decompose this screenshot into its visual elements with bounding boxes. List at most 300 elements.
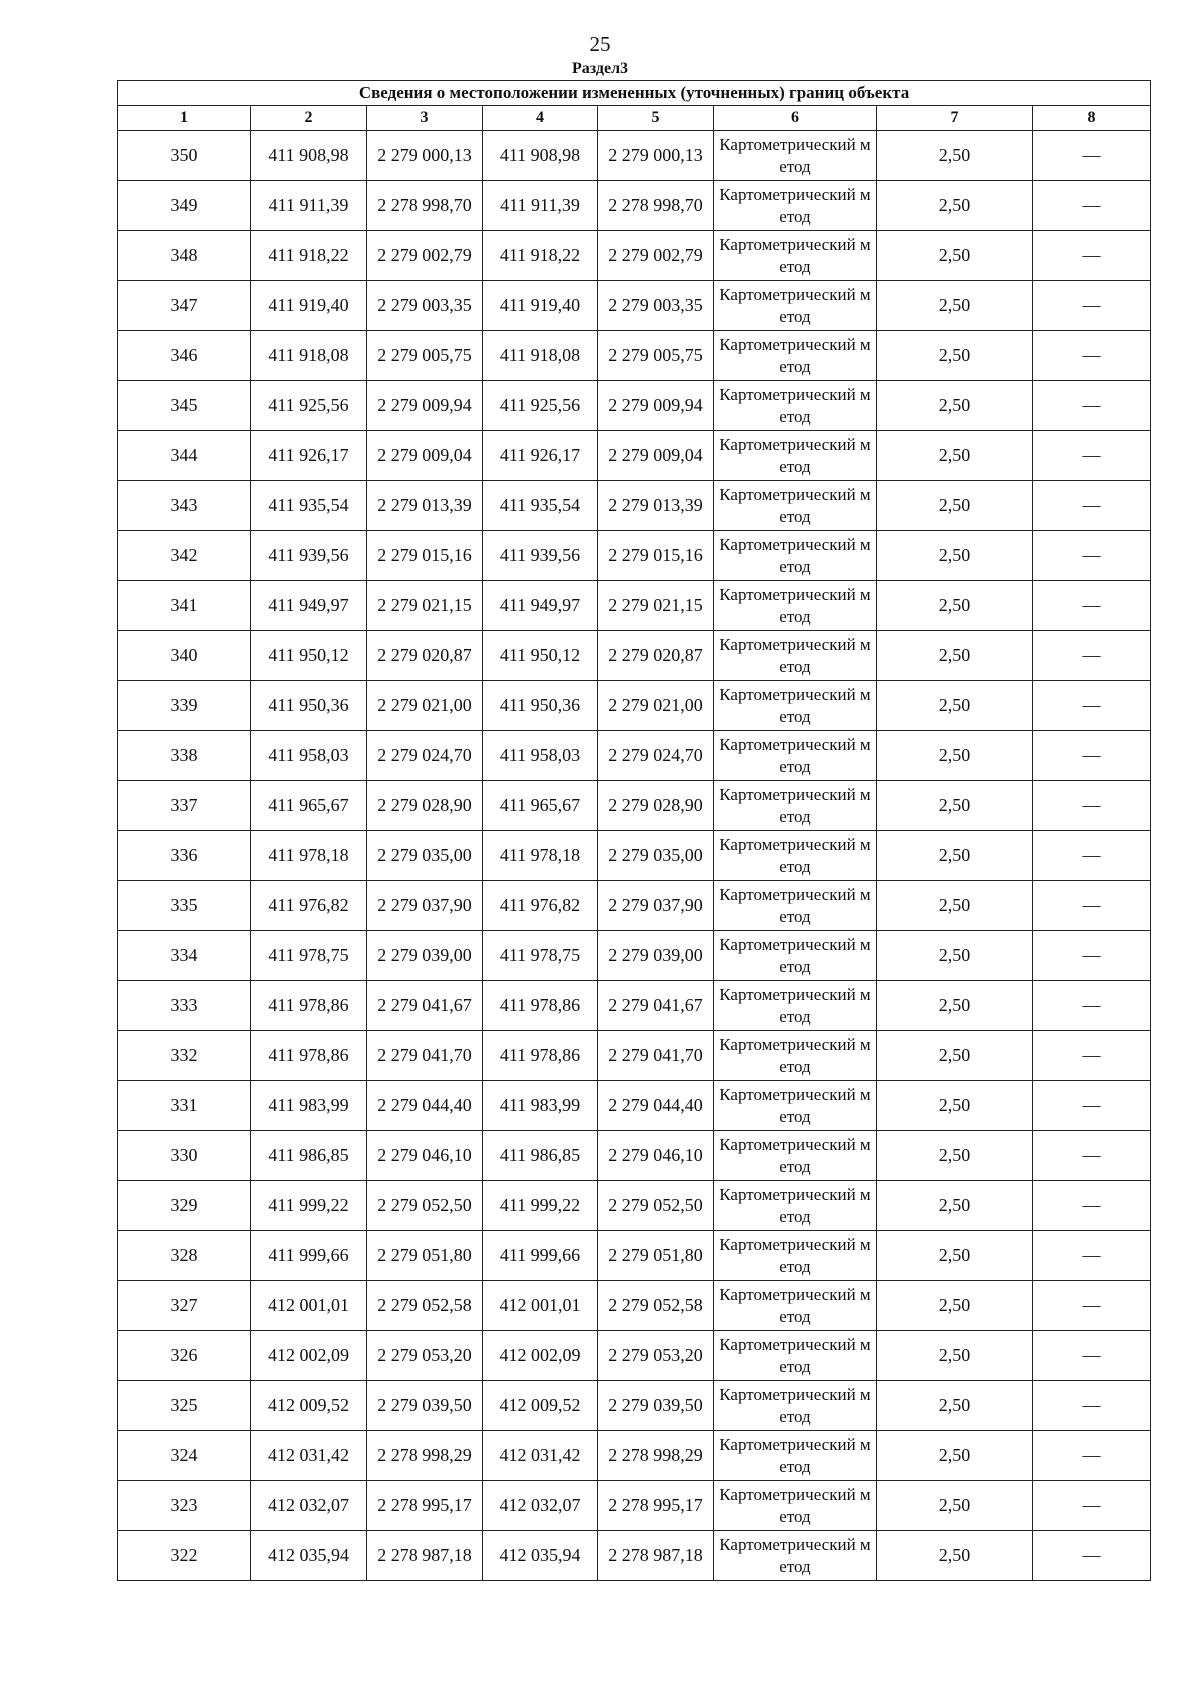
method-cell: Картометрический метод	[714, 931, 877, 981]
method-cell: Картометрический метод	[714, 981, 877, 1031]
description-cell	[1033, 131, 1151, 181]
x-old-cell: 411 918,22	[251, 231, 367, 281]
dash-mark: —	[1082, 895, 1101, 915]
point-number-cell: 326	[118, 1331, 251, 1381]
table-row	[118, 1081, 1151, 1131]
y-new-cell: 2 279 020,87	[598, 631, 714, 681]
point-number-cell: 327	[118, 1281, 251, 1331]
description-cell	[1033, 631, 1151, 681]
x-old-cell: 411 983,99	[251, 1081, 367, 1131]
description-cell	[1033, 1081, 1151, 1131]
x-old-cell: 411 911,39	[251, 181, 367, 231]
accuracy-cell: 2,50	[877, 1031, 1033, 1081]
method-cell: Картометрический метод	[714, 481, 877, 531]
method-cell: Картометрический метод	[714, 781, 877, 831]
accuracy-cell: 2,50	[877, 331, 1033, 381]
point-number-cell: 343	[118, 481, 251, 531]
accuracy-cell: 2,50	[877, 381, 1033, 431]
point-number-cell: 333	[118, 981, 251, 1031]
table-row	[118, 1231, 1151, 1281]
method-cell: Картометрический метод	[714, 431, 877, 481]
y-new-cell: 2 279 013,39	[598, 481, 714, 531]
method-cell: Картометрический метод	[714, 231, 877, 281]
dash-mark: —	[1082, 1145, 1101, 1165]
dash-mark: —	[1082, 245, 1101, 265]
x-old-cell: 411 908,98	[251, 131, 367, 181]
y-new-cell: 2 279 044,40	[598, 1081, 714, 1131]
x-old-cell: 411 999,22	[251, 1181, 367, 1231]
y-new-cell: 2 279 015,16	[598, 531, 714, 581]
x-new-cell: 411 958,03	[483, 731, 598, 781]
dash-mark: —	[1082, 145, 1101, 165]
dash-mark: —	[1082, 395, 1101, 415]
x-new-cell: 411 965,67	[483, 781, 598, 831]
x-old-cell: 412 035,94	[251, 1531, 367, 1581]
y-old-cell: 2 279 041,70	[367, 1031, 483, 1081]
x-old-cell: 411 935,54	[251, 481, 367, 531]
method-cell: Картометрический метод	[714, 331, 877, 381]
x-old-cell: 411 918,08	[251, 331, 367, 381]
page-number: 25	[589, 32, 611, 56]
x-old-cell: 411 958,03	[251, 731, 367, 781]
column-header: 1	[118, 106, 251, 131]
y-new-cell: 2 279 005,75	[598, 331, 714, 381]
x-old-cell: 412 009,52	[251, 1381, 367, 1431]
x-new-cell: 412 002,09	[483, 1331, 598, 1381]
x-old-cell: 411 950,12	[251, 631, 367, 681]
y-old-cell: 2 279 015,16	[367, 531, 483, 581]
x-new-cell: 411 918,08	[483, 331, 598, 381]
point-number-cell: 322	[118, 1531, 251, 1581]
accuracy-cell: 2,50	[877, 581, 1033, 631]
x-old-cell: 411 978,18	[251, 831, 367, 881]
y-old-cell: 2 279 051,80	[367, 1231, 483, 1281]
dash-mark: —	[1082, 1245, 1101, 1265]
x-old-cell: 411 939,56	[251, 531, 367, 581]
point-number-cell: 345	[118, 381, 251, 431]
x-old-cell: 411 976,82	[251, 881, 367, 931]
method-cell: Картометрический метод	[714, 1481, 877, 1531]
x-old-cell: 412 032,07	[251, 1481, 367, 1531]
method-cell: Картометрический метод	[714, 1181, 877, 1231]
point-number-cell: 325	[118, 1381, 251, 1431]
column-header: 8	[1033, 106, 1151, 131]
table-row	[118, 681, 1151, 731]
table-title: Сведения о местоположении измененных (уточненных) границ объекта	[118, 81, 1151, 106]
x-new-cell: 411 925,56	[483, 381, 598, 431]
x-old-cell: 411 926,17	[251, 431, 367, 481]
accuracy-cell: 2,50	[877, 481, 1033, 531]
dash-mark: —	[1082, 745, 1101, 765]
dash-mark: —	[1082, 295, 1101, 315]
column-header: 2	[251, 106, 367, 131]
x-old-cell: 412 031,42	[251, 1431, 367, 1481]
method-cell: Картометрический метод	[714, 1031, 877, 1081]
y-new-cell: 2 279 009,04	[598, 431, 714, 481]
dash-mark: —	[1082, 545, 1101, 565]
point-number-cell: 323	[118, 1481, 251, 1531]
y-old-cell: 2 279 005,75	[367, 331, 483, 381]
x-new-cell: 411 926,17	[483, 431, 598, 481]
accuracy-cell: 2,50	[877, 881, 1033, 931]
y-old-cell: 2 279 044,40	[367, 1081, 483, 1131]
x-old-cell: 411 978,86	[251, 1031, 367, 1081]
point-number-cell: 331	[118, 1081, 251, 1131]
accuracy-cell: 2,50	[877, 531, 1033, 581]
y-new-cell: 2 279 051,80	[598, 1231, 714, 1281]
table-row	[118, 281, 1151, 331]
table-row	[118, 1331, 1151, 1381]
y-new-cell: 2 279 003,35	[598, 281, 714, 331]
table-row	[118, 1031, 1151, 1081]
accuracy-cell: 2,50	[877, 681, 1033, 731]
y-old-cell: 2 278 995,17	[367, 1481, 483, 1531]
method-cell: Картометрический метод	[714, 881, 877, 931]
method-cell: Картометрический метод	[714, 531, 877, 581]
point-number-cell: 348	[118, 231, 251, 281]
accuracy-cell: 2,50	[877, 1281, 1033, 1331]
point-number-cell: 341	[118, 581, 251, 631]
y-old-cell: 2 279 009,04	[367, 431, 483, 481]
description-cell	[1033, 531, 1151, 581]
method-cell: Картометрический метод	[714, 1231, 877, 1281]
table-row	[118, 1481, 1151, 1531]
table-row	[118, 931, 1151, 981]
description-cell	[1033, 981, 1151, 1031]
description-cell	[1033, 431, 1151, 481]
x-new-cell: 412 031,42	[483, 1431, 598, 1481]
dash-mark: —	[1082, 1445, 1101, 1465]
x-new-cell: 411 978,75	[483, 931, 598, 981]
x-new-cell: 411 908,98	[483, 131, 598, 181]
x-new-cell: 412 035,94	[483, 1531, 598, 1581]
y-old-cell: 2 279 041,67	[367, 981, 483, 1031]
y-new-cell: 2 279 039,50	[598, 1381, 714, 1431]
dash-mark: —	[1082, 1295, 1101, 1315]
dash-mark: —	[1082, 1395, 1101, 1415]
y-old-cell: 2 279 046,10	[367, 1131, 483, 1181]
accuracy-cell: 2,50	[877, 631, 1033, 681]
x-new-cell: 411 983,99	[483, 1081, 598, 1131]
x-old-cell: 412 002,09	[251, 1331, 367, 1381]
dash-mark: —	[1082, 845, 1101, 865]
description-cell	[1033, 381, 1151, 431]
x-new-cell: 411 935,54	[483, 481, 598, 531]
method-cell: Картометрический метод	[714, 1431, 877, 1481]
dash-mark: —	[1082, 195, 1101, 215]
x-new-cell: 411 999,22	[483, 1181, 598, 1231]
accuracy-cell: 2,50	[877, 1081, 1033, 1131]
accuracy-cell: 2,50	[877, 781, 1033, 831]
x-new-cell: 411 919,40	[483, 281, 598, 331]
dash-mark: —	[1082, 945, 1101, 965]
x-new-cell: 411 986,85	[483, 1131, 598, 1181]
column-number-row	[118, 106, 1151, 131]
table-row	[118, 131, 1151, 181]
accuracy-cell: 2,50	[877, 1531, 1033, 1581]
table-row	[118, 1281, 1151, 1331]
description-cell	[1033, 1331, 1151, 1381]
y-new-cell: 2 279 041,67	[598, 981, 714, 1031]
y-old-cell: 2 278 998,70	[367, 181, 483, 231]
accuracy-cell: 2,50	[877, 1231, 1033, 1281]
y-new-cell: 2 278 987,18	[598, 1531, 714, 1581]
point-number-cell: 329	[118, 1181, 251, 1231]
accuracy-cell: 2,50	[877, 1481, 1033, 1531]
accuracy-cell: 2,50	[877, 1431, 1033, 1481]
y-old-cell: 2 279 039,00	[367, 931, 483, 981]
x-new-cell: 411 978,86	[483, 981, 598, 1031]
y-old-cell: 2 279 009,94	[367, 381, 483, 431]
x-old-cell: 411 925,56	[251, 381, 367, 431]
accuracy-cell: 2,50	[877, 281, 1033, 331]
description-cell	[1033, 1031, 1151, 1081]
y-old-cell: 2 279 024,70	[367, 731, 483, 781]
table-row	[118, 1381, 1151, 1431]
description-cell	[1033, 1531, 1151, 1581]
point-number-cell: 342	[118, 531, 251, 581]
x-new-cell: 411 918,22	[483, 231, 598, 281]
point-number-cell: 350	[118, 131, 251, 181]
method-cell: Картометрический метод	[714, 1531, 877, 1581]
x-old-cell: 412 001,01	[251, 1281, 367, 1331]
point-number-cell: 338	[118, 731, 251, 781]
x-new-cell: 412 009,52	[483, 1381, 598, 1431]
y-new-cell: 2 279 009,94	[598, 381, 714, 431]
table-row	[118, 481, 1151, 531]
x-new-cell: 411 978,18	[483, 831, 598, 881]
x-new-cell: 411 978,86	[483, 1031, 598, 1081]
column-header: 6	[714, 106, 877, 131]
accuracy-cell: 2,50	[877, 1331, 1033, 1381]
table-row	[118, 781, 1151, 831]
description-cell	[1033, 1481, 1151, 1531]
table-row	[118, 1181, 1151, 1231]
dash-mark: —	[1082, 795, 1101, 815]
description-cell	[1033, 681, 1151, 731]
accuracy-cell: 2,50	[877, 981, 1033, 1031]
y-new-cell: 2 279 052,50	[598, 1181, 714, 1231]
table-row	[118, 581, 1151, 631]
point-number-cell: 335	[118, 881, 251, 931]
table-row	[118, 981, 1151, 1031]
table-row	[118, 631, 1151, 681]
y-new-cell: 2 279 035,00	[598, 831, 714, 881]
point-number-cell: 324	[118, 1431, 251, 1481]
accuracy-cell: 2,50	[877, 1181, 1033, 1231]
y-old-cell: 2 279 035,00	[367, 831, 483, 881]
y-new-cell: 2 279 046,10	[598, 1131, 714, 1181]
y-old-cell: 2 278 998,29	[367, 1431, 483, 1481]
dash-mark: —	[1082, 595, 1101, 615]
dash-mark: —	[1082, 1045, 1101, 1065]
y-new-cell: 2 278 995,17	[598, 1481, 714, 1531]
x-new-cell: 411 950,36	[483, 681, 598, 731]
column-header: 3	[367, 106, 483, 131]
method-cell: Картометрический метод	[714, 381, 877, 431]
table-row	[118, 1131, 1151, 1181]
table-row	[118, 431, 1151, 481]
method-cell: Картометрический метод	[714, 281, 877, 331]
description-cell	[1033, 181, 1151, 231]
description-cell	[1033, 231, 1151, 281]
accuracy-cell: 2,50	[877, 131, 1033, 181]
accuracy-cell: 2,50	[877, 1381, 1033, 1431]
accuracy-cell: 2,50	[877, 181, 1033, 231]
y-old-cell: 2 279 028,90	[367, 781, 483, 831]
dash-mark: —	[1082, 345, 1101, 365]
table-row	[118, 331, 1151, 381]
x-old-cell: 411 986,85	[251, 1131, 367, 1181]
method-cell: Картометрический метод	[714, 1331, 877, 1381]
y-old-cell: 2 279 037,90	[367, 881, 483, 931]
method-cell: Картометрический метод	[714, 581, 877, 631]
description-cell	[1033, 1281, 1151, 1331]
x-old-cell: 411 919,40	[251, 281, 367, 331]
dash-mark: —	[1082, 1545, 1101, 1565]
x-old-cell: 411 965,67	[251, 781, 367, 831]
point-number-cell: 347	[118, 281, 251, 331]
y-new-cell: 2 279 052,58	[598, 1281, 714, 1331]
method-cell: Картометрический метод	[714, 181, 877, 231]
method-cell: Картометрический метод	[714, 631, 877, 681]
y-old-cell: 2 279 020,87	[367, 631, 483, 681]
section-label: Раздел3	[571, 60, 629, 77]
dash-mark: —	[1082, 1345, 1101, 1365]
point-number-cell: 344	[118, 431, 251, 481]
point-number-cell: 346	[118, 331, 251, 381]
boundary-coordinates-table	[117, 80, 1151, 1581]
description-cell	[1033, 481, 1151, 531]
y-old-cell: 2 279 053,20	[367, 1331, 483, 1381]
accuracy-cell: 2,50	[877, 1131, 1033, 1181]
y-old-cell: 2 279 000,13	[367, 131, 483, 181]
x-new-cell: 411 911,39	[483, 181, 598, 231]
y-new-cell: 2 279 037,90	[598, 881, 714, 931]
dash-mark: —	[1082, 445, 1101, 465]
description-cell	[1033, 1181, 1151, 1231]
description-cell	[1033, 1381, 1151, 1431]
y-old-cell: 2 279 013,39	[367, 481, 483, 531]
accuracy-cell: 2,50	[877, 231, 1033, 281]
description-cell	[1033, 331, 1151, 381]
y-new-cell: 2 279 053,20	[598, 1331, 714, 1381]
dash-mark: —	[1082, 995, 1101, 1015]
method-cell: Картометрический метод	[714, 1381, 877, 1431]
description-cell	[1033, 931, 1151, 981]
column-header: 7	[877, 106, 1033, 131]
dash-mark: —	[1082, 495, 1101, 515]
x-new-cell: 411 939,56	[483, 531, 598, 581]
x-new-cell: 411 976,82	[483, 881, 598, 931]
y-new-cell: 2 279 024,70	[598, 731, 714, 781]
y-new-cell: 2 279 002,79	[598, 231, 714, 281]
point-number-cell: 328	[118, 1231, 251, 1281]
x-new-cell: 411 950,12	[483, 631, 598, 681]
table-row	[118, 1431, 1151, 1481]
y-new-cell: 2 278 998,70	[598, 181, 714, 231]
description-cell	[1033, 281, 1151, 331]
method-cell: Картометрический метод	[714, 731, 877, 781]
x-old-cell: 411 999,66	[251, 1231, 367, 1281]
method-cell: Картометрический метод	[714, 831, 877, 881]
description-cell	[1033, 581, 1151, 631]
x-old-cell: 411 978,75	[251, 931, 367, 981]
description-cell	[1033, 1131, 1151, 1181]
table-row	[118, 531, 1151, 581]
y-new-cell: 2 278 998,29	[598, 1431, 714, 1481]
y-new-cell: 2 279 000,13	[598, 131, 714, 181]
table-row	[118, 181, 1151, 231]
point-number-cell: 349	[118, 181, 251, 231]
point-number-cell: 330	[118, 1131, 251, 1181]
column-header: 4	[483, 106, 598, 131]
x-new-cell: 412 001,01	[483, 1281, 598, 1331]
dash-mark: —	[1082, 1495, 1101, 1515]
y-new-cell: 2 279 028,90	[598, 781, 714, 831]
point-number-cell: 337	[118, 781, 251, 831]
x-old-cell: 411 949,97	[251, 581, 367, 631]
dash-mark: —	[1082, 695, 1101, 715]
y-new-cell: 2 279 039,00	[598, 931, 714, 981]
method-cell: Картометрический метод	[714, 1281, 877, 1331]
y-old-cell: 2 279 052,50	[367, 1181, 483, 1231]
x-new-cell: 412 032,07	[483, 1481, 598, 1531]
description-cell	[1033, 1431, 1151, 1481]
method-cell: Картометрический метод	[714, 681, 877, 731]
x-new-cell: 411 999,66	[483, 1231, 598, 1281]
y-new-cell: 2 279 021,00	[598, 681, 714, 731]
y-old-cell: 2 279 039,50	[367, 1381, 483, 1431]
y-old-cell: 2 279 052,58	[367, 1281, 483, 1331]
y-old-cell: 2 278 987,18	[367, 1531, 483, 1581]
point-number-cell: 334	[118, 931, 251, 981]
method-cell: Картометрический метод	[714, 1131, 877, 1181]
method-cell: Картометрический метод	[714, 131, 877, 181]
description-cell	[1033, 731, 1151, 781]
point-number-cell: 336	[118, 831, 251, 881]
y-new-cell: 2 279 021,15	[598, 581, 714, 631]
table-row	[118, 831, 1151, 881]
x-new-cell: 411 949,97	[483, 581, 598, 631]
y-old-cell: 2 279 002,79	[367, 231, 483, 281]
description-cell	[1033, 831, 1151, 881]
y-old-cell: 2 279 021,00	[367, 681, 483, 731]
dash-mark: —	[1082, 645, 1101, 665]
table-title-row	[118, 81, 1151, 106]
table-body	[118, 131, 1151, 1581]
point-number-cell: 340	[118, 631, 251, 681]
method-cell: Картометрический метод	[714, 1081, 877, 1131]
description-cell	[1033, 781, 1151, 831]
accuracy-cell: 2,50	[877, 831, 1033, 881]
accuracy-cell: 2,50	[877, 431, 1033, 481]
table-row	[118, 731, 1151, 781]
accuracy-cell: 2,50	[877, 731, 1033, 781]
dash-mark: —	[1082, 1195, 1101, 1215]
y-old-cell: 2 279 003,35	[367, 281, 483, 331]
column-header: 5	[598, 106, 714, 131]
point-number-cell: 339	[118, 681, 251, 731]
y-old-cell: 2 279 021,15	[367, 581, 483, 631]
x-old-cell: 411 950,36	[251, 681, 367, 731]
description-cell	[1033, 881, 1151, 931]
table-row	[118, 231, 1151, 281]
description-cell	[1033, 1231, 1151, 1281]
accuracy-cell: 2,50	[877, 931, 1033, 981]
table-row	[118, 881, 1151, 931]
dash-mark: —	[1082, 1095, 1101, 1115]
